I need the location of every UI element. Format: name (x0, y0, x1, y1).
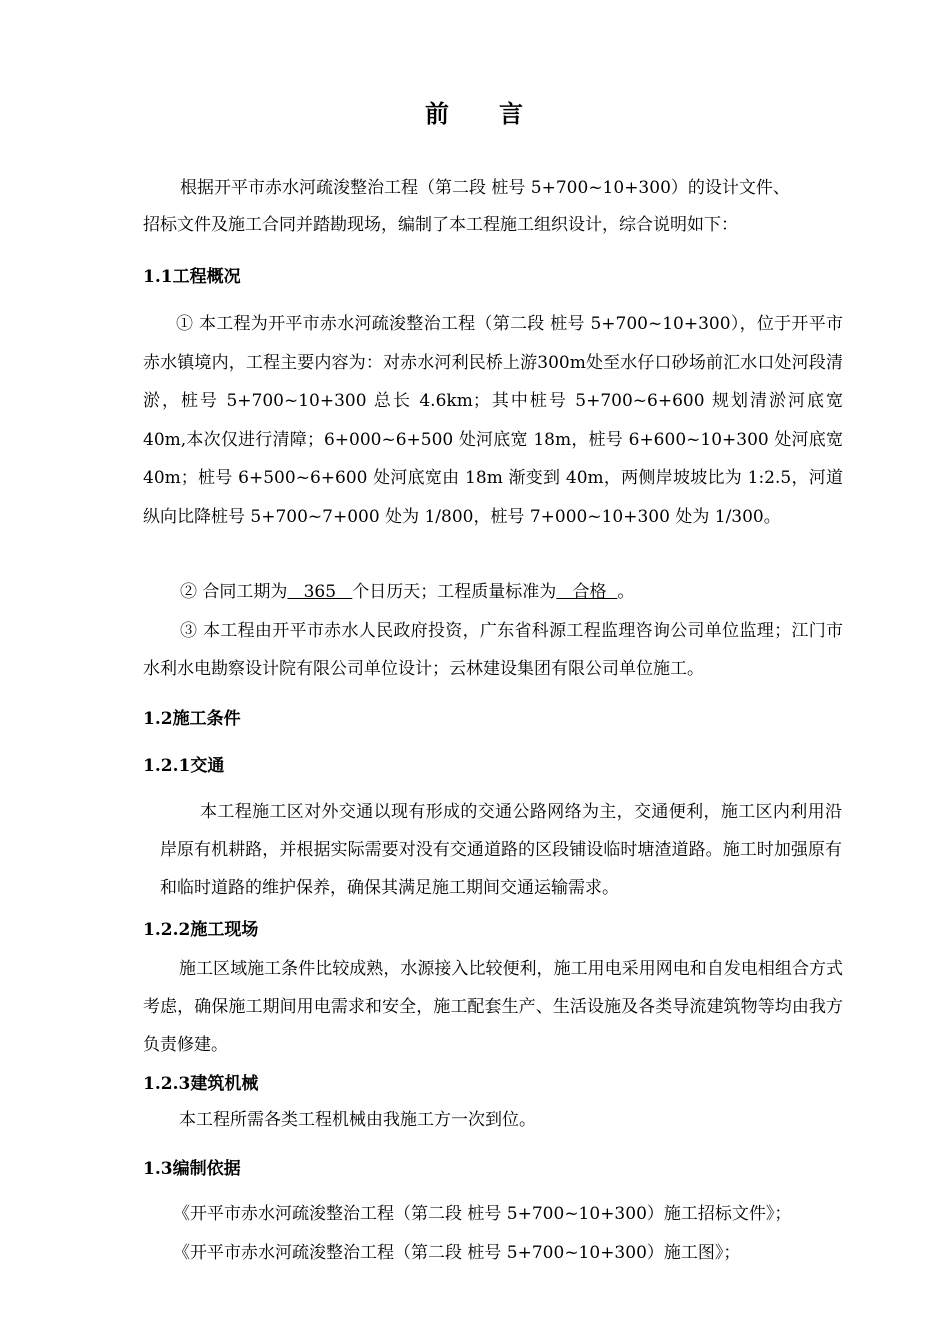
section-1-2-3-heading: 1.2.3建筑机械 (143, 1074, 259, 1094)
section-1-2-1-heading: 1.2.1交通 (143, 756, 225, 776)
reference-2: 《开平市赤水河疏浚整治工程（第二段 桩号 5+700~10+300）施工图》； (173, 1243, 741, 1263)
title-char-right: 言 (499, 99, 525, 128)
section-1-1-heading: 1.1工程概况 (143, 267, 241, 287)
page-title (0, 94, 950, 129)
quality-standard: 合格 (556, 582, 618, 602)
intro-line-1: 根据开平市赤水河疏浚整治工程（第二段 桩号 5+700~10+300）的设计文件、 (180, 178, 790, 198)
section-1-1-item-1: ① 本工程为开平市赤水河疏浚整治工程（第二段 桩号 5+700~10+300），位于开平市赤水镇境内，工程主要内容为：对赤水河利民桥上游300m处至水仔口砂场前汇水口处河段清淤，桩号 5+700~10+300 总长 4.6km；其中桩号 5+700~6+600 规划清淤河底宽 40m,本次仅进行清障；6+000~6+500 处河底宽 18m，桩号 6+600~10+300 处河底宽 40m；桩号 6+500~6+600 处河底宽由 18m 渐变到 40m，两侧岸坡坡比为 1:2.5，河道纵向比降桩号 5+700~7+000 处为 1/800，桩号 7+000~10+300 处为 1/300。 (143, 314, 843, 527)
section-1-1-item-3: ③ 本工程由开平市赤水人民政府投资，广东省科源工程监理咨询公司单位监理；江门市水利水电勘察设计院有限公司单位设计；云林建设集团有限公司单位施工。 (143, 621, 843, 679)
section-1-2-2-text: 施工区域施工条件比较成熟，水源接入比较便利，施工用电采用网电和自发电相组合方式考虑，确保施工期间用电需求和安全，施工配套生产、生活设施及各类导流建筑物等均由我方负责修建。 (143, 959, 843, 1055)
contract-days: 365 (287, 582, 353, 602)
section-1-2-2-heading: 1.2.2施工现场 (143, 920, 259, 940)
item-2-suffix: 。 (617, 582, 635, 602)
section-1-1-item-2 (180, 575, 843, 609)
title-char-left: 前 (425, 99, 451, 128)
section-1-3-heading: 1.3编制依据 (143, 1159, 241, 1179)
section-1-2-3-text: 本工程所需各类工程机械由我施工方一次到位。 (179, 1110, 536, 1130)
reference-1: 《开平市赤水河疏浚整治工程（第二段 桩号 5+700~10+300）施工招标文件》； (173, 1204, 792, 1224)
intro-line-2: 招标文件及施工合同并踏勘现场，编制了本工程施工组织设计，综合说明如下： (143, 215, 738, 235)
section-1-2-heading: 1.2施工条件 (143, 709, 241, 729)
item-2-prefix: ② 合同工期为 (180, 582, 288, 602)
section-1-2-1-text: 本工程施工区对外交通以现有形成的交通公路网络为主，交通便利，施工区内利用沿岸原有机耕路，并根据实际需要对没有交通道路的区段铺设临时塘渣道路。施工时加强原有和临时道路的维护保养，确保其满足施工期间交通运输需求。 (160, 802, 842, 898)
item-2-middle: 个日历天；工程质量标准为 (352, 582, 557, 602)
